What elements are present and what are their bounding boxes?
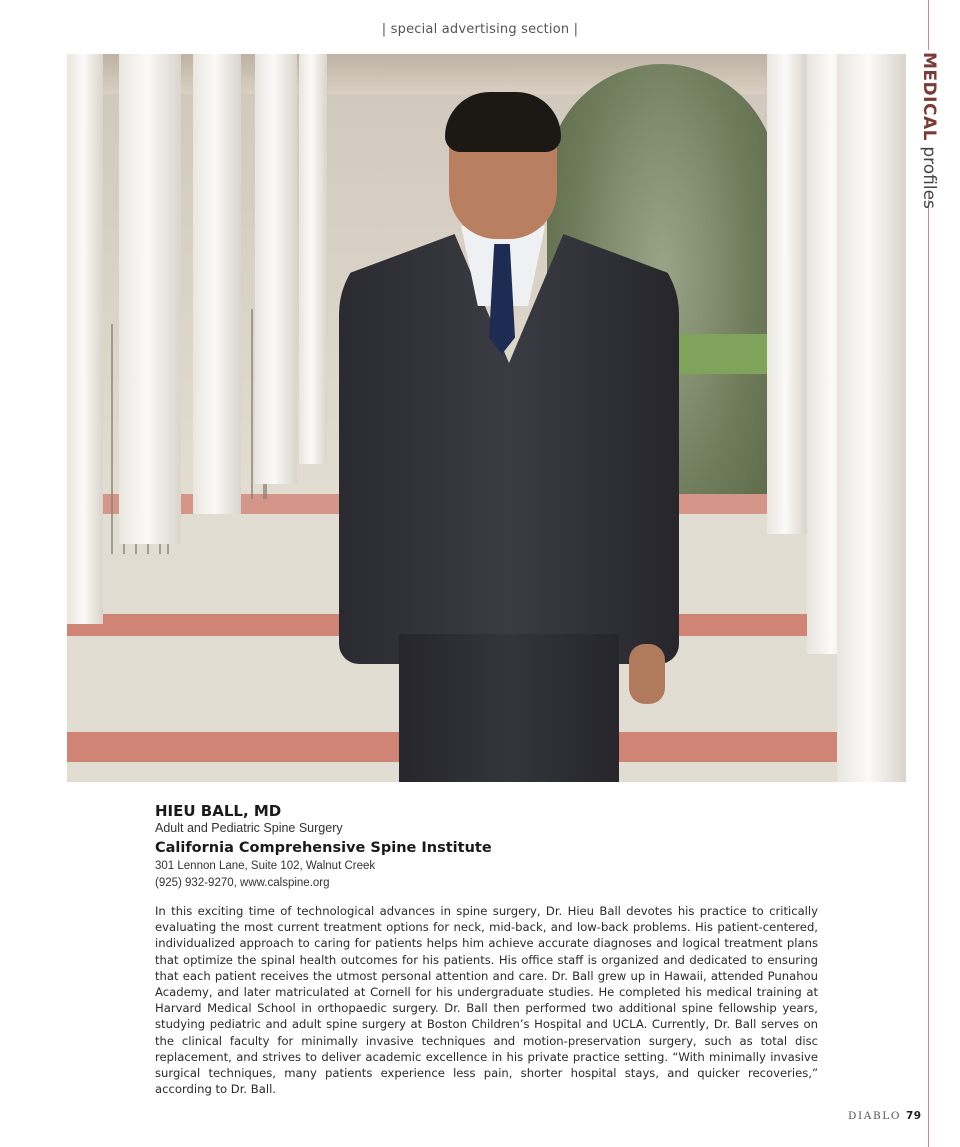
column [767, 54, 807, 534]
practice-name: California Comprehensive Spine Institute [155, 840, 492, 856]
column [193, 54, 241, 514]
section-label-rest: profiles [919, 140, 939, 209]
practice-contact: (925) 932-9270, www.calspine.org [155, 877, 330, 889]
practice-address: 301 Lennon Lane, Suite 102, Walnut Creek [155, 860, 376, 872]
page-folio [848, 1110, 922, 1122]
column [255, 54, 297, 484]
page-number: 79 [906, 1110, 922, 1122]
column [119, 54, 181, 544]
column [67, 54, 103, 624]
section-label-bold: MEDICAL [919, 52, 939, 141]
magazine-name: DIABLO [848, 1110, 902, 1122]
column [299, 54, 327, 464]
column [837, 54, 906, 782]
doctor-specialty: Adult and Pediatric Spine Surgery [155, 821, 343, 835]
doctor-bio: In this exciting time of technological advances in spine surgery, Dr. Hieu Ball devotes his practice to critically evaluating the most current treatment options for neck, mid-back, and low-back problems. His patient-centered, individualized approach to caring for patients helps him achieve accurate diagnoses and logical treatment plans that optimize the spinal health outcomes for his patients. His office staff is organized and dedicated to ensuring that each patient receives the utmost personal attention and care. Dr. Ball grew up in Hawaii, attended Punahou Academy, and later matriculated at Cornell for his undergraduate studies. He completed his medical training at Harvard Medical School in orthopaedic surgery. Dr. Ball then performed two additional spine fellowship years, studying pediatric and adult spine surgery at Boston Children’s Hospital and UCLA. Currently, Dr. Ball serves on the clinical faculty for minimally invasive techniques and motion-preservation surgery, such as total disc replacement, and strives to deliver academic excellence in his private practice setting. “With minimally invasive surgical techniques, many patients experience less pain, shorter hospital stays, and quicker recoveries,” according to Dr. Ball. [155, 904, 818, 1097]
section-header: | special advertising section | [381, 22, 579, 37]
portrait-photo [67, 54, 906, 782]
section-label [915, 50, 943, 209]
doctor-figure [329, 74, 689, 782]
doctor-name: HIEU BALL, MD [155, 802, 282, 820]
